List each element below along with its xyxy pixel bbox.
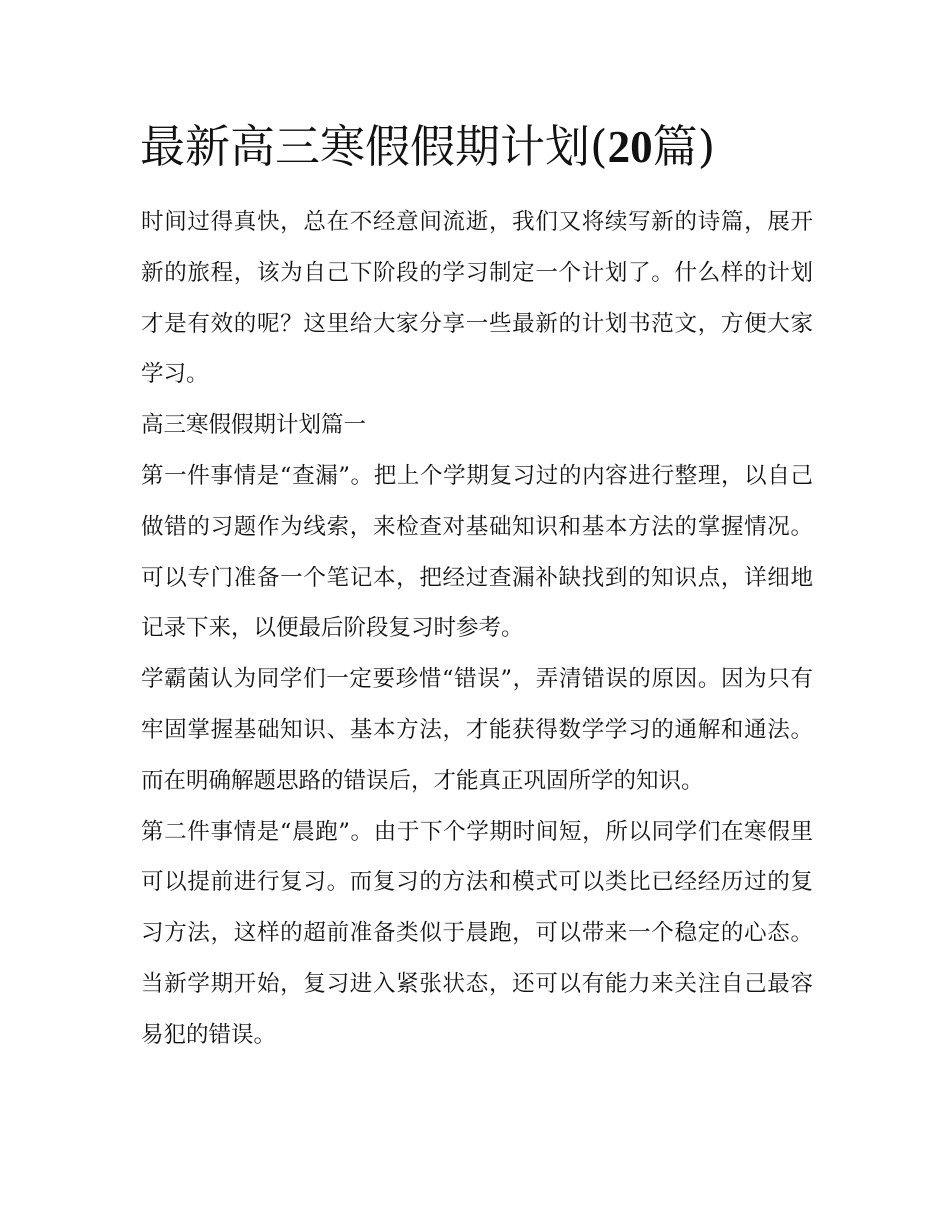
title-number: 20 xyxy=(607,122,653,172)
document-title xyxy=(140,117,840,177)
section-heading: 高三寒假假期计划篇一 xyxy=(141,412,367,439)
body-paragraph: 第二件事情是“晨跑”。由于下个学期时间短，所以同学们在寒假里可以提前进行复习。而复习的方法和模式可以类比已经经历过的复习方法，这样的超前准备类似于晨跑，可以带来一个稳定的心态。当新学期开始，复习进入紧张状态，还可以有能力来关注自己最容易犯的错误。 xyxy=(141,818,813,1048)
title-prefix: 最新高三寒假假期计划( xyxy=(140,120,608,173)
title-suffix: 篇) xyxy=(652,120,716,173)
body-paragraph: 学霸菌认为同学们一定要珍惜“错误”，弄清错误的原因。因为只有牢固掌握基础知识、基本方法，才能获得数学学习的通解和通法。而在明确解题思路的错误后，才能真正巩固所学的知识。 xyxy=(141,666,813,794)
body-paragraph: 第一件事情是“查漏”。把上个学期复习过的内容进行整理，以自己做错的习题作为线索，来检查对基础知识和基本方法的掌握情况。可以专门准备一个笔记本，把经过查漏补缺找到的知识点，详细地记录下来，以便最后阶段复习时参考。 xyxy=(141,462,813,642)
intro-paragraph: 时间过得真快，总在不经意间流逝，我们又将续写新的诗篇，展开新的旅程，该为自己下阶段的学习制定一个计划了。什么样的计划才是有效的呢？这里给大家分享一些最新的计划书范文，方便大家学习。 xyxy=(141,209,813,388)
document-body xyxy=(141,197,813,1061)
